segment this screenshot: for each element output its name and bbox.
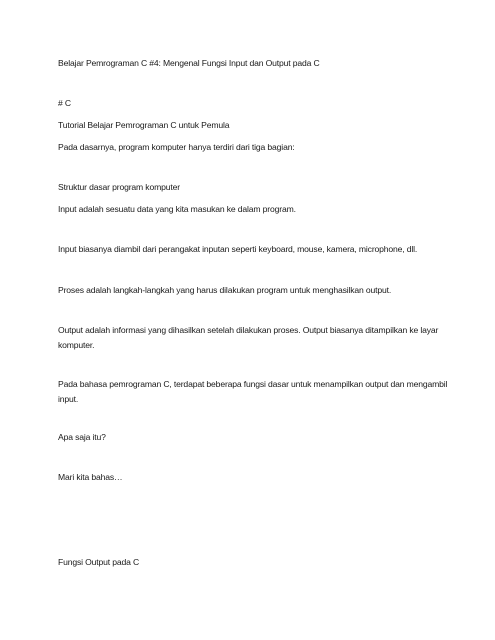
- paragraph-intro: Pada dasarnya, program komputer hanya terdiri dari tiga bagian:: [58, 142, 295, 152]
- paragraph-c-functions: Pada bahasa pemrograman C, terdapat beberapa fungsi dasar untuk menampilkan output dan mengambil input.: [58, 379, 448, 404]
- paragraph-lets-discuss: Mari kita bahas…: [58, 472, 123, 482]
- paragraph-output: Output adalah informasi yang dihasilkan setelah dilakukan proses. Output biasanya ditampilkan ke layar komputer.: [58, 325, 439, 350]
- series-subtitle: Tutorial Belajar Pemrograman C untuk Pemula: [58, 120, 230, 130]
- section-heading-structure: Struktur dasar program komputer: [58, 182, 180, 192]
- paragraph-process: Proses adalah langkah-langkah yang harus dilakukan program untuk menghasilkan output.: [58, 285, 392, 295]
- document-title: Belajar Pemrograman C #4: Mengenal Fungsi Input dan Output pada C: [58, 58, 320, 68]
- paragraph-question: Apa saja itu?: [58, 432, 106, 442]
- paragraph-input-definition: Input adalah sesuatu data yang kita masukan ke dalam program.: [58, 204, 296, 214]
- section-heading-output-functions: Fungsi Output pada C: [58, 557, 140, 567]
- category-tag: # C: [58, 98, 71, 108]
- paragraph-input-devices: Input biasanya diambil dari perangakat inputan seperti keyboard, mouse, kamera, microphone, dll.: [58, 244, 418, 254]
